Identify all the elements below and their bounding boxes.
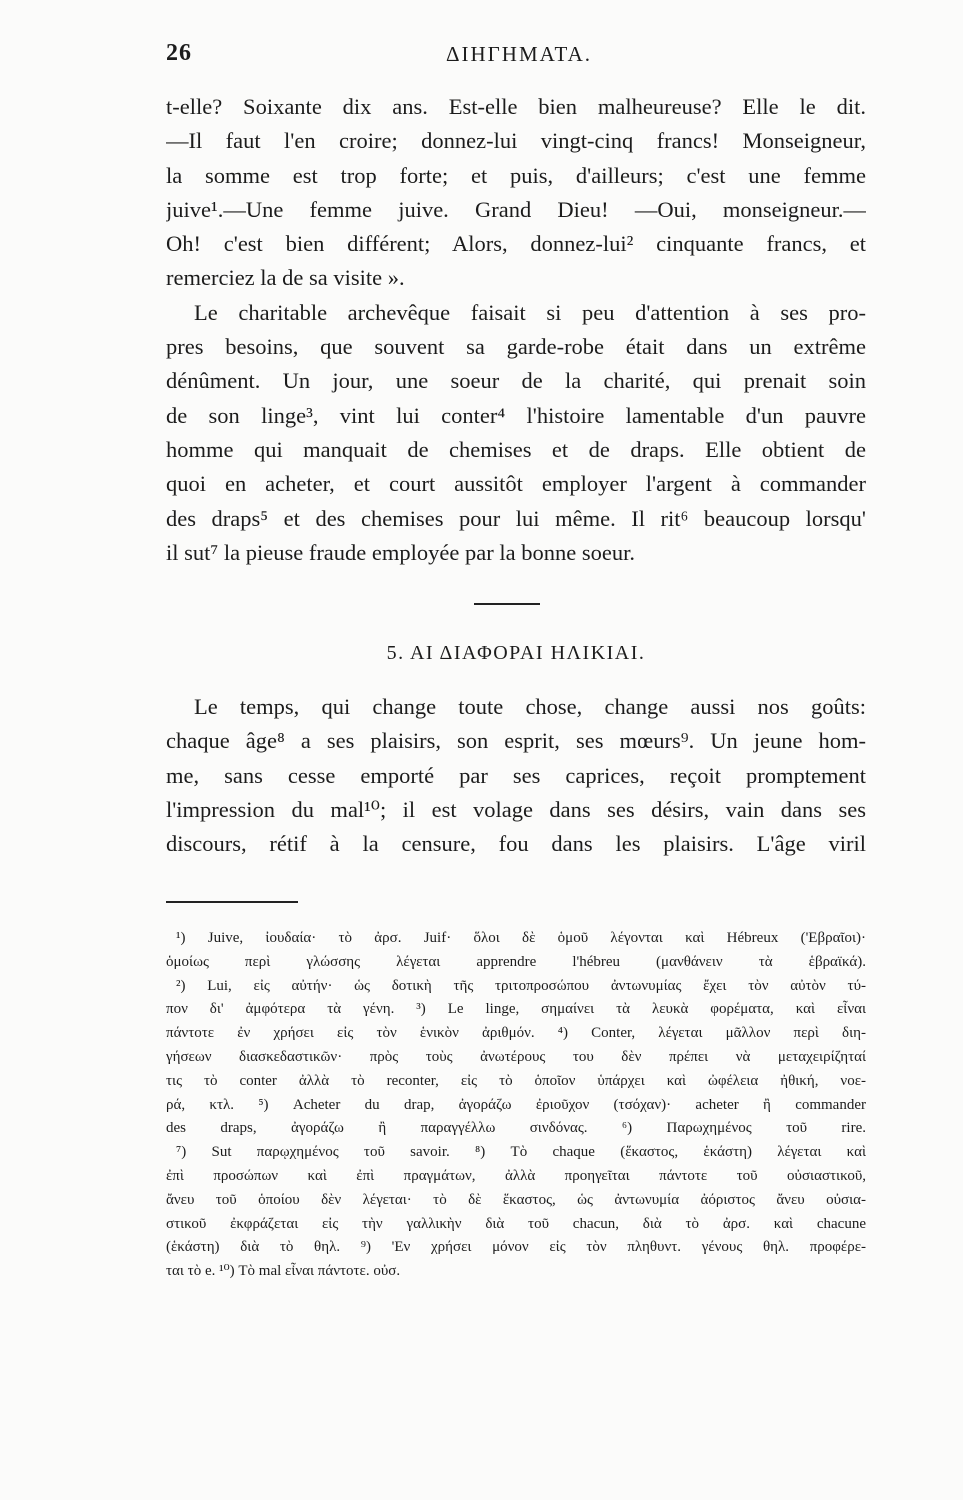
footnote-line: πον δι' ἀμφότερα τὰ γένη. ³) Le linge, σημαίνει τὰ λευκὰ φορέματα, καὶ εἶναι (166, 1001, 866, 1018)
footnote-line: ἄνευ τοῦ ὁποίου δὲν λέγεται· τὸ δὲ ἕκαστος, ὡς ἀντωνυμία ἀόριστος ἄνευ οὐσια- (166, 1191, 866, 1208)
text-line: il sut⁷ la pieuse fraude employée par la bonne soeur. (166, 539, 635, 565)
footnote-line: ²) Lui, εἰς αὐτήν· ὡς δοτικὴ τῆς τριτοπροσώπου ἀντωνυμίας ἔχει τὸν αὐτὸν τύ- (176, 977, 866, 994)
footnote-line: τις τὸ conter ἀλλὰ τὸ reconter, εἰς τὸ ὁποῖον ὑπάρχει καὶ ὠφέλεια ἠθική, νοε- (166, 1072, 866, 1089)
paragraph-2 (166, 296, 866, 570)
main-text (166, 90, 866, 570)
text-line: Le temps, qui change toute chose, change aussi nos goûts: (194, 694, 866, 719)
footnote-line: στικοῦ ἐκφράζεται εἰς τὴν γαλλικὴν διὰ τοῦ chacun, διὰ τὸ ἀρσ. καὶ chacune (166, 1215, 866, 1232)
footnote-line: πάντοτε ἐν χρήσει εἰς τὸν ἑνικὸν ἀριθμόν. ⁴) Conter, λέγεται μᾶλλον περὶ διη- (166, 1025, 866, 1042)
running-title: ΔΙΗΓΗΜΑΤΑ. (446, 42, 593, 66)
footnote-line: (ἑκάστη) διὰ τὸ θηλ. ⁹) 'Εν χρήσει μόνον εἰς τὸν πληθυντ. γένους θηλ. προφέρε- (166, 1239, 866, 1256)
paragraph-1 (166, 90, 866, 296)
text-line: me, sans cesse emporté par ses caprices, reçoit promptement (166, 762, 866, 788)
section-heading: 5. ΑΙ ΔΙΑΦΟΡΑΙ ΗΛΙΚΙΑΙ. (386, 642, 646, 664)
page-header (166, 40, 866, 76)
text-line: dénûment. Un jour, une soeur de la charité, qui prenait soin (166, 368, 866, 394)
footnote-line: des draps, ἀγοράζω ἢ παραγγέλλω σινδόνας. ⁶) Παρωχημένος τοῦ rire. (166, 1120, 866, 1137)
text-line: —Il faut l'en croire; donnez-lui vingt-cinq francs! Monseigneur, (166, 128, 866, 154)
text-line: discours, rétif à la censure, fou dans les plaisirs. L'âge viril (166, 831, 866, 857)
footnote-line: ⁷) Sut παρῳχημένος τοῦ savoir. ⁸) Τὸ chaque (ἕκαστος, ἑκάστη) λέγεται καὶ (176, 1144, 866, 1161)
text-line: Oh! c'est bien différent; Alors, donnez-lui² cinquante francs, et (166, 231, 866, 257)
text-line: de son linge³, vint lui conter⁴ l'histoire lamentable d'un pauvre (166, 402, 866, 428)
text-line: t-elle? Soixante dix ans. Est-elle bien malheureuse? Elle le dit. (166, 94, 866, 119)
footnote-line: γήσεων διασκεδαστικῶν· πρὸς τοὺς ἀνωτέρους του δὲν πρέπει νὰ μεταχειρίζηταί (166, 1048, 866, 1065)
footnote-line: ται τὸ e. ¹⁰) Τὸ mal εἶναι πάντοτε. οὐσ. (166, 1263, 401, 1280)
text-line: pres besoins, que souvent sa garde-robe était dans un extrême (166, 334, 866, 360)
footnote-line: ¹) Juive, ἰουδαία· τὸ ἀρσ. Juif· ὅλοι δὲ ὁμοῦ λέγονται καὶ Hébreux ('Εβραῖοι)· (176, 930, 866, 946)
text-line: homme qui manquait de chemises et de draps. Elle obtient de (166, 436, 866, 462)
text-line: des draps⁵ et des chemises pour lui même. Il rit⁶ beaucoup lorsqu' (166, 505, 866, 531)
text-line: l'impression du mal¹⁰; il est volage dans ses désirs, vain dans ses (166, 796, 866, 822)
paragraph-3 (166, 690, 866, 861)
footnote-line: ὁμοίως περὶ γλώσσης λέγεται apprendre l'hébreu (μανθάνειν τὰ ἑβραϊκά). (166, 953, 866, 970)
page-number: 26 (166, 40, 192, 66)
text-line: quoi en acheter, et court aussitôt employer l'argent à commander (166, 471, 866, 497)
section-divider (474, 603, 540, 605)
text-line: chaque âge⁸ a ses plaisirs, son esprit, ses mœurs⁹. Un jeune hom- (166, 728, 866, 754)
text-line: Le charitable archevêque faisait si peu d'attention à ses pro- (194, 299, 866, 325)
footnote-line: ρά, κτλ. ⁵) Acheter du drap, ἀγοράζω ἐριοῦχον (τσόχαν)· acheter ἢ commander (166, 1096, 866, 1113)
text-line: juive¹.—Une femme juive. Grand Dieu! —Oui, monseigneur.— (166, 196, 866, 222)
text-line: remerciez la de sa visite ». (166, 265, 405, 291)
footnote-divider (166, 901, 298, 903)
text-line: la somme est trop forte; et puis, d'ailleurs; c'est une femme (166, 162, 866, 188)
footnotes (166, 927, 866, 1284)
footnote-line: ἐπὶ προσώπων καὶ ἐπὶ πραγμάτων, ἀλλὰ προηγεῖται πάντοτε τοῦ οὐσιαστικοῦ, (166, 1167, 866, 1184)
